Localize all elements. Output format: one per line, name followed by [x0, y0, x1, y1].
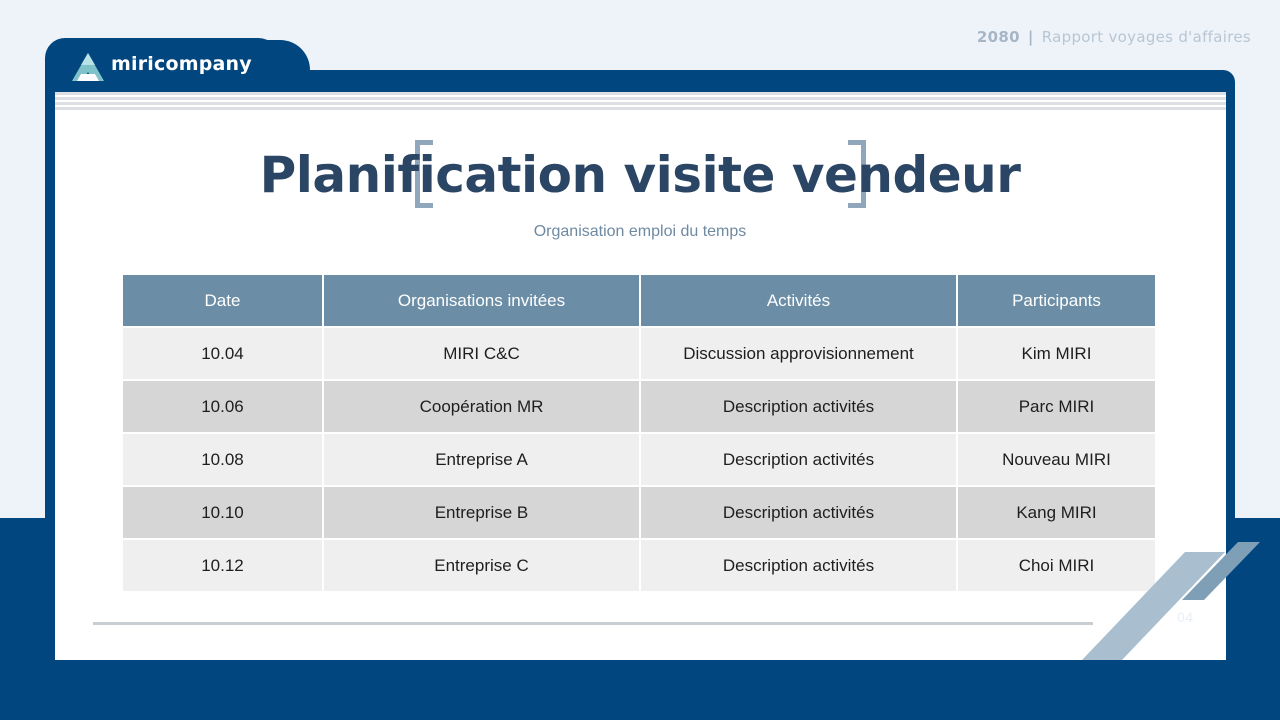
brand-tab-slope: [250, 40, 310, 80]
cell-date: 10.04: [123, 327, 323, 380]
cell-participant: Nouveau MIRI: [957, 433, 1155, 486]
top-stripes: [55, 92, 1226, 116]
report-header: [977, 28, 1251, 46]
cell-organisation: Entreprise B: [323, 486, 640, 539]
table-row: [123, 539, 1155, 592]
diagonal-stripes-decoration: [1080, 540, 1280, 665]
column-header-participants: Participants: [957, 275, 1155, 327]
report-title: Rapport voyages d'affaires: [1041, 28, 1251, 46]
schedule-table: [123, 275, 1155, 593]
page-subtitle: Organisation emploi du temps: [533, 223, 747, 240]
cell-date: 10.06: [123, 380, 323, 433]
brand-name: miricompany: [111, 53, 252, 75]
table-row: [123, 327, 1155, 380]
column-header-date: Date: [123, 275, 323, 327]
cell-participant: Parc MIRI: [957, 380, 1155, 433]
bottom-divider: [93, 622, 1093, 625]
column-header-organisations: Organisations invitées: [323, 275, 640, 327]
cell-date: 10.10: [123, 486, 323, 539]
triangle-logo-icon: [71, 52, 105, 82]
cell-activite: Description activités: [640, 433, 957, 486]
cell-participant: Choi MIRI: [957, 539, 1155, 592]
report-year: 2080: [976, 28, 1020, 46]
page-title: Planification visite vendeur: [259, 146, 1021, 204]
table-row: [123, 380, 1155, 433]
cell-date: 10.12: [123, 539, 323, 592]
column-header-activites: Activités: [640, 275, 957, 327]
page-number: 04: [1177, 609, 1194, 625]
header-separator: |: [1027, 28, 1034, 46]
cell-participant: Kim MIRI: [957, 327, 1155, 380]
table-header-row: [123, 275, 1155, 327]
table-row: [123, 486, 1155, 539]
cell-date: 10.08: [123, 433, 323, 486]
cell-activite: Discussion approvisionnement: [640, 327, 957, 380]
cell-organisation: MIRI C&C: [323, 327, 640, 380]
cell-organisation: Entreprise A: [323, 433, 640, 486]
cell-activite: Description activités: [640, 380, 957, 433]
cell-activite: Description activités: [640, 486, 957, 539]
cell-organisation: Coopération MR: [323, 380, 640, 433]
cell-activite: Description activités: [640, 539, 957, 592]
cell-organisation: Entreprise C: [323, 539, 640, 592]
table-row: [123, 433, 1155, 486]
cell-participant: Kang MIRI: [957, 486, 1155, 539]
